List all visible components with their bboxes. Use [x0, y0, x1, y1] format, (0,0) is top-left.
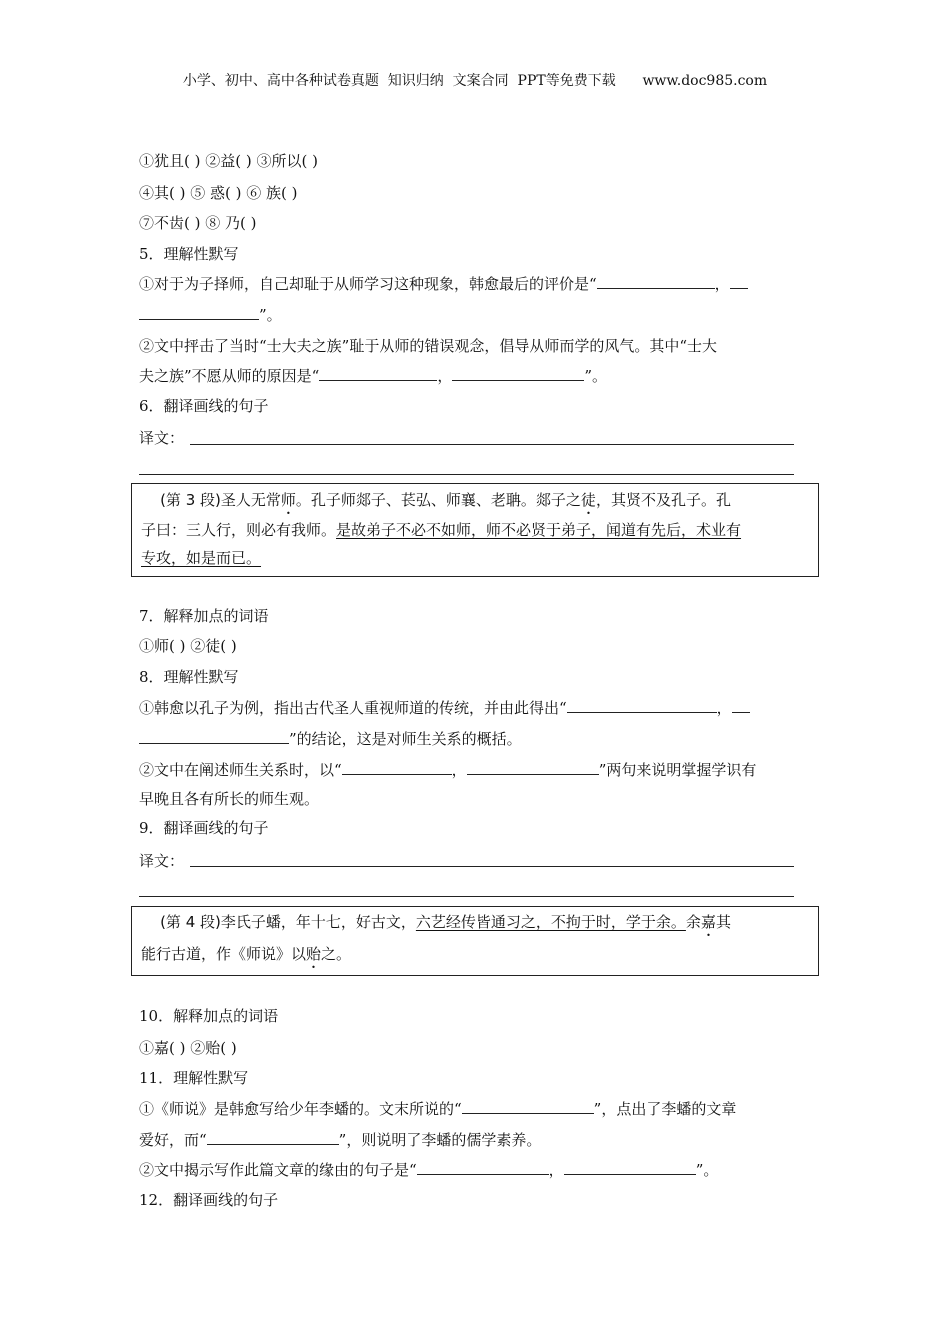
q5-title: 5．理解性默写 [139, 245, 239, 263]
q8-p1 [139, 698, 750, 718]
q8-p1-text: ①韩愈以孔子为例，指出古代圣人重视师道的传统，并由此得出“ [139, 699, 567, 717]
para4-l2c: 之。 [321, 945, 352, 963]
q5-p2: ②文中抨击了当时“士大夫之族”耻于从师的错误观念，倡导从师而学的风气。其中“士大 [139, 337, 718, 355]
page-header [0, 70, 950, 90]
q5-p1-text: ①对于为子择师，自己却耻于从师学习这种现象，韩愈最后的评价是“ [139, 275, 597, 293]
para3-underlined-2: 专攻，如是而已。 [141, 549, 262, 567]
q6-title: 6．翻译画线的句子 [139, 397, 269, 415]
q8-blank-2b[interactable] [139, 729, 289, 744]
para3-l1c: 。孔子师郯子、苌弘、师襄、老聃。郯子之 [295, 491, 581, 509]
q5-blank-1[interactable] [597, 274, 715, 289]
q11-p2-text: ②文中揭示写作此篇文章的缘由的句子是“ [139, 1161, 417, 1179]
q11-title: 11．理解性默写 [139, 1069, 249, 1087]
q8-p2-cont: 早晚且各有所长的师生观。 [139, 790, 320, 808]
q5-blank-2b[interactable] [139, 305, 259, 320]
q11-p1-end: ”，点出了李蟠的文章 [593, 1100, 737, 1118]
para4-l1d: 其 [715, 913, 731, 931]
q8-p2-sep: ， [451, 761, 467, 779]
para4-dotted-yi: 贻 [306, 945, 322, 963]
q6-label: 译文： [139, 429, 185, 447]
q4-line1: ①犹且( ) ②益( ) ③所以( ) [139, 152, 318, 170]
para3-l2a: 子曰：三人行，则必有我师。 [141, 521, 337, 539]
q5-blank-2a[interactable] [730, 274, 748, 289]
para3-line1 [141, 489, 731, 511]
q7-items: ①师( ) ②徒( ) [139, 637, 237, 655]
q10-title: 10．解释加点的词语 [139, 1007, 279, 1025]
q9-answer-line-2[interactable] [139, 896, 794, 897]
para4-l1b: 余 [685, 913, 701, 931]
q7-title: 7．解释加点的词语 [139, 607, 269, 625]
passage-box-para3 [131, 483, 819, 577]
q11-p1-text: ①《师说》是韩愈写给少年李蟠的。文末所说的“ [139, 1100, 462, 1118]
q5-p2-end: ”。 [584, 367, 608, 385]
q6-answer-line-2[interactable] [139, 474, 794, 475]
q8-p2 [139, 760, 756, 780]
para3-dotted-shi: 师 [280, 491, 296, 509]
para4-dotted-jia: 嘉 [700, 913, 716, 931]
q11-p2-end: ”。 [695, 1161, 719, 1179]
q6-answer-line-1[interactable] [190, 444, 794, 445]
passage-box-para4 [131, 906, 819, 976]
para3-label: (第 3 段) [160, 491, 221, 509]
para3-line2 [141, 519, 741, 541]
q12-title: 12．翻译画线的句子 [139, 1191, 279, 1209]
para4-label: (第 4 段) [160, 913, 221, 931]
q5-blank-3[interactable] [319, 366, 437, 381]
q8-p2-text: ②文中在阐述师生关系时，以“ [139, 761, 342, 779]
q9-label: 译文： [139, 852, 185, 870]
q8-title: 8．理解性默写 [139, 668, 239, 686]
q5-p2-text: 夫之族”不愿从师的原因是“ [139, 367, 320, 385]
q8-p1-end: ”的结论，这是对师生关系的概括。 [289, 730, 522, 748]
q11-blank-3[interactable] [417, 1160, 549, 1175]
q11-p1-cont [139, 1130, 541, 1150]
para4-line1 [141, 911, 731, 933]
para4-underlined: 六艺经传皆通习之，不拘于时，学于余。 [415, 913, 686, 931]
q8-p2-end: ”两句来说明掌握学识有 [598, 761, 757, 779]
q8-blank-2a[interactable] [732, 698, 750, 713]
q11-p1 [139, 1099, 736, 1119]
q5-p1-sep: ， [714, 275, 730, 293]
q5-p2-sep: ， [437, 367, 453, 385]
q4-line3: ⑦不齿( ) ⑧ 乃( ) [139, 214, 257, 232]
q11-p2-sep: ， [548, 1161, 564, 1179]
para3-l1a: 圣人无常 [220, 491, 281, 509]
q8-blank-3[interactable] [342, 760, 452, 775]
q5-p1-cont [139, 305, 282, 325]
q8-blank-4[interactable] [467, 760, 599, 775]
q10-items: ①嘉( ) ②贻( ) [139, 1039, 237, 1057]
header-text: 小学、初中、高中各种试卷真题 知识归纳 文案合同 PPT等免费下载 [182, 73, 616, 89]
q8-p1-sep: ， [716, 699, 732, 717]
q9-title: 9．翻译画线的句子 [139, 819, 269, 837]
q11-p1-b: 爱好，而“ [139, 1131, 207, 1149]
q8-p1-cont [139, 729, 522, 749]
para4-l1a: 李氏子蟠，年十七，好古文， [220, 913, 416, 931]
q11-p1-c: ”，则说明了李蟠的儒学素养。 [338, 1131, 542, 1149]
q11-blank-2[interactable] [207, 1130, 339, 1145]
header-site: www.doc985.com [642, 73, 768, 89]
q11-blank-4[interactable] [564, 1160, 696, 1175]
para4-l2a: 能行古道，作《师说》以 [141, 945, 307, 963]
para4-line2 [141, 943, 351, 965]
q9-answer-line-1[interactable] [190, 866, 794, 867]
q5-p2-cont [139, 366, 607, 386]
para3-line3 [141, 547, 261, 569]
q5-p1-end: ”。 [259, 306, 282, 324]
q5-blank-4[interactable] [452, 366, 584, 381]
q4-line2: ④其( ) ⑤ 惑( ) ⑥ 族( ) [139, 184, 298, 202]
para3-l1e: ，其贤不及孔子。孔 [595, 491, 731, 509]
q11-p2 [139, 1160, 718, 1180]
para3-underlined-1: 是故弟子不必不如师，师不必贤于弟子，闻道有先后，术业有 [336, 521, 742, 539]
para3-dotted-tu: 徒 [580, 491, 596, 509]
q8-blank-1[interactable] [567, 698, 717, 713]
q5-p1 [139, 274, 748, 294]
q11-blank-1[interactable] [462, 1099, 594, 1114]
